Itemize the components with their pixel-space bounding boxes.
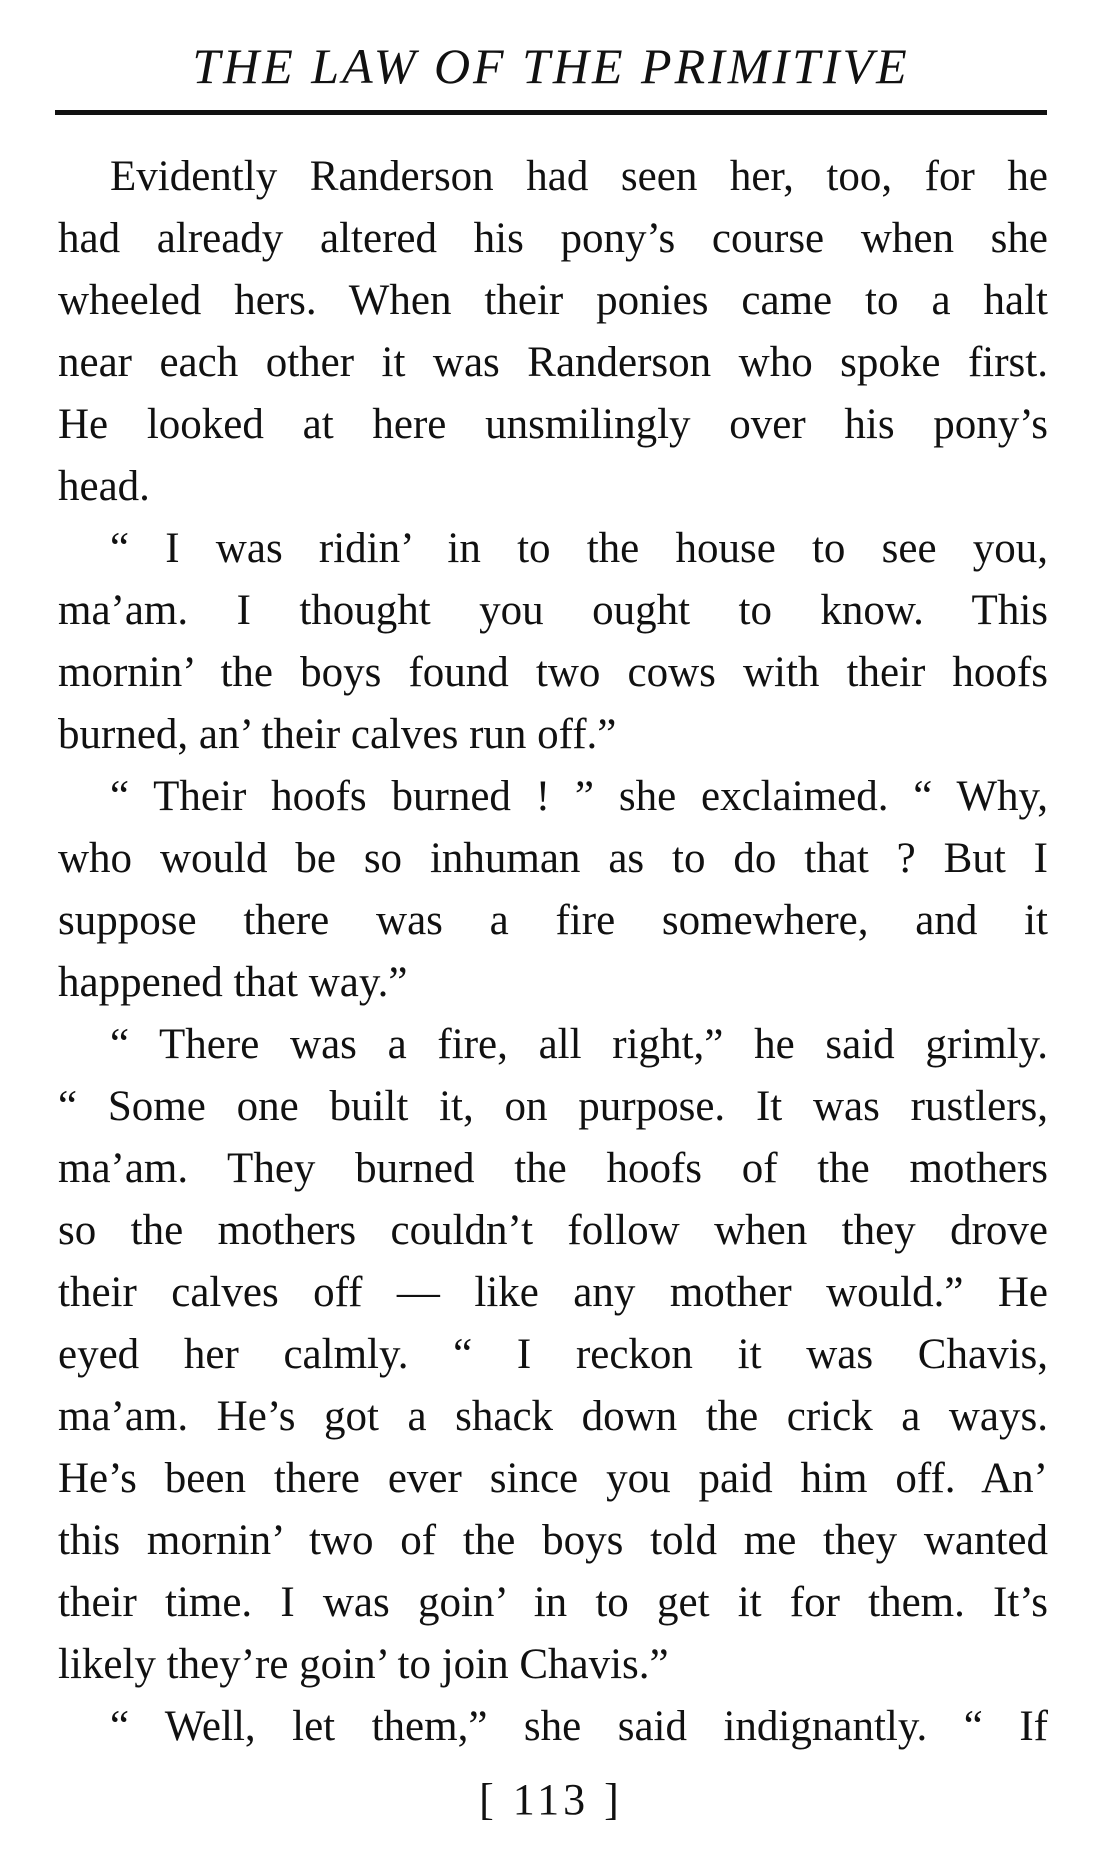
text-line: He’s been there ever since you paid him off. An’	[58, 1455, 1048, 1502]
running-head: THE LAW OF THE PRIMITIVE	[192, 38, 910, 94]
text-line: Evidently Randerson had seen her, too, for he	[110, 153, 1048, 200]
text-line: “ I was ridin’ in to the house to see you,	[110, 525, 1048, 572]
text-line: ma’am. I thought you ought to know. This	[58, 587, 1048, 634]
text-line: had already altered his pony’s course when she	[58, 215, 1048, 262]
text-line: mornin’ the boys found two cows with their hoofs	[58, 649, 1048, 696]
text-line: so the mothers couldn’t follow when they drove	[58, 1207, 1048, 1254]
text-line: “ Their hoofs burned ! ” she exclaimed. “ Why,	[110, 773, 1048, 820]
text-line: eyed her calmly. “ I reckon it was Chavis,	[58, 1331, 1048, 1378]
text-line: likely they’re goin’ to join Chavis.”	[58, 1641, 669, 1688]
text-line: their calves off — like any mother would.” He	[58, 1269, 1048, 1316]
page-number: [ 113 ]	[479, 1775, 623, 1824]
text-line: head.	[58, 463, 150, 510]
body-text	[58, 146, 1048, 1758]
text-line: “ Some one built it, on purpose. It was rustlers,	[58, 1083, 1048, 1130]
text-line: wheeled hers. When their ponies came to a halt	[58, 277, 1048, 324]
text-line: who would be so inhuman as to do that ? But I	[58, 835, 1048, 882]
text-line: ma’am. He’s got a shack down the crick a ways.	[58, 1393, 1048, 1440]
text-line: “ There was a fire, all right,” he said grimly.	[110, 1021, 1048, 1068]
text-line: their time. I was goin’ in to get it for them. It’s	[58, 1579, 1048, 1626]
text-line: He looked at here unsmilingly over his pony’s	[58, 401, 1048, 448]
text-line: this mornin’ two of the boys told me they wanted	[58, 1517, 1048, 1564]
text-line: suppose there was a fire somewhere, and it	[58, 897, 1048, 944]
text-line: “ Well, let them,” she said indignantly. “ If	[110, 1703, 1048, 1750]
text-line: ma’am. They burned the hoofs of the mothers	[58, 1145, 1048, 1192]
text-line: burned, an’ their calves run off.”	[58, 711, 617, 758]
text-line: happened that way.”	[58, 959, 408, 1006]
text-line: near each other it was Randerson who spoke first.	[58, 339, 1048, 386]
header-rule	[55, 110, 1047, 115]
